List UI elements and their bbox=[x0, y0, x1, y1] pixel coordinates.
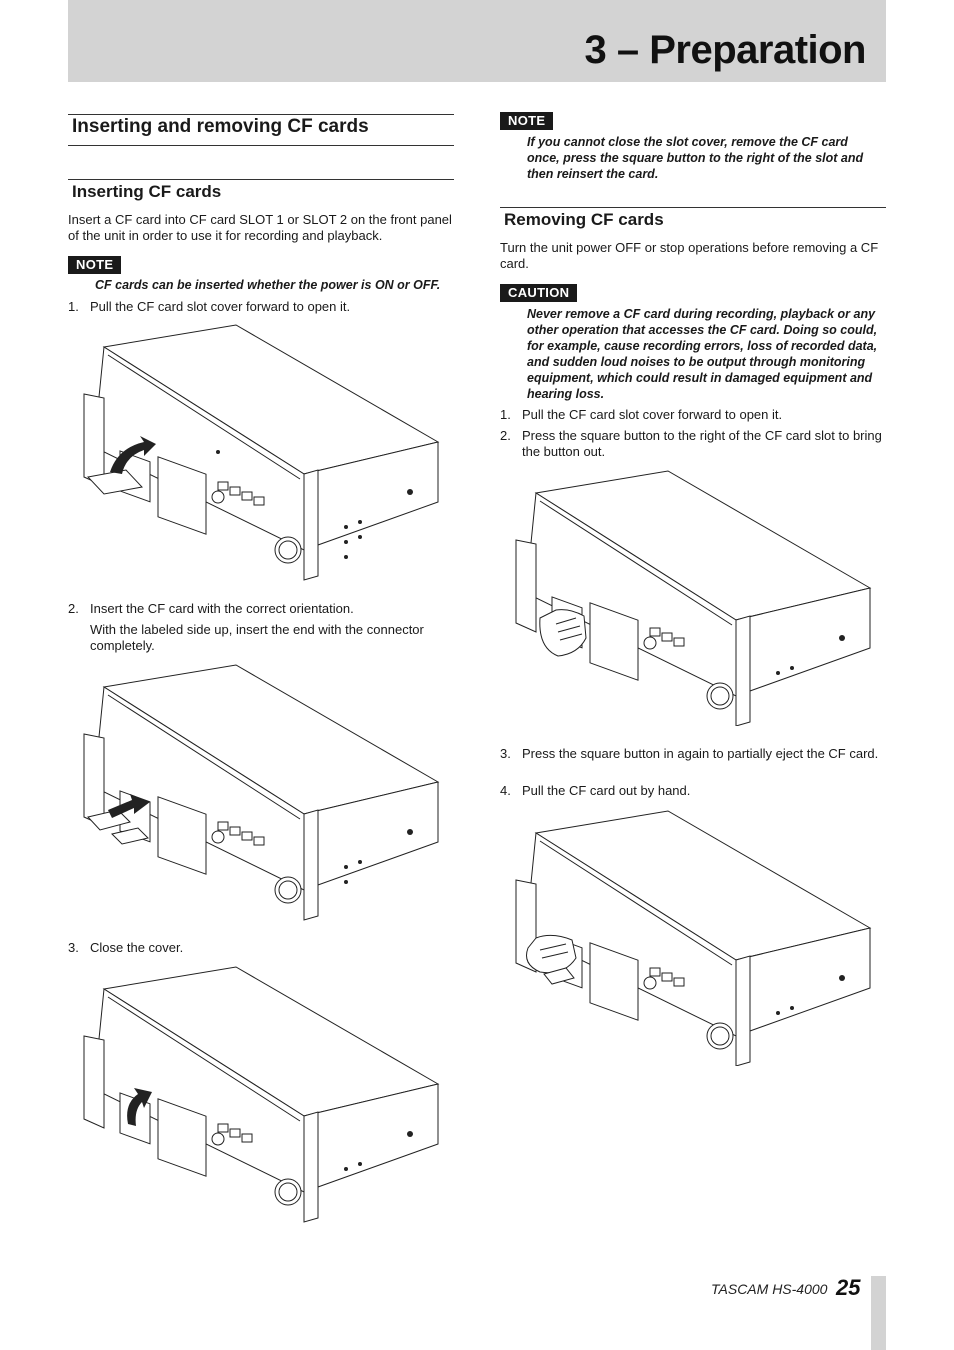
step-number: 3. bbox=[68, 940, 79, 955]
step-text: Pull the CF card slot cover forward to open it. bbox=[90, 299, 351, 314]
intro-paragraph: Insert a CF card into CF card SLOT 1 or SLOT 2 on the front panel of the unit in order to use it for recording and playback. bbox=[68, 212, 452, 243]
illustration-close-cover bbox=[68, 964, 448, 1229]
step-number: 1. bbox=[500, 407, 511, 422]
removing-intro: Turn the unit power OFF or stop operations before removing a CF card. bbox=[500, 240, 879, 271]
step-number: 3. bbox=[500, 746, 511, 761]
recorder-unit-drawing bbox=[516, 471, 870, 726]
note-text: If you cannot close the slot cover, remove the CF card once, press the square button to the right of the slot and then reinsert the card. bbox=[527, 135, 864, 181]
step-text: Pull the CF card slot cover forward to open it. bbox=[522, 407, 783, 422]
footer-tab bbox=[871, 1276, 886, 1350]
page-number: 25 bbox=[836, 1275, 861, 1300]
illustration-press-button bbox=[500, 468, 880, 731]
note-text: CF cards can be inserted whether the power is ON or OFF. bbox=[95, 278, 441, 292]
recorder-unit-drawing bbox=[84, 967, 438, 1222]
step-text: Insert the CF card with the correct orientation. bbox=[90, 601, 354, 616]
illustration-insert-card bbox=[68, 662, 448, 927]
illustration-pull-card bbox=[500, 808, 880, 1071]
step-2-detail: With the labeled side up, insert the end with the connector completely. bbox=[90, 622, 424, 653]
caution-label: CAUTION bbox=[500, 284, 577, 302]
subsection-title: Inserting CF cards bbox=[72, 182, 222, 201]
subsection-title: Removing CF cards bbox=[504, 210, 664, 229]
step-number: 2. bbox=[500, 428, 511, 443]
step-number: 2. bbox=[68, 601, 79, 616]
section-title: Inserting and removing CF cards bbox=[72, 116, 369, 137]
header-band bbox=[68, 0, 886, 82]
step-text: Pull the CF card out by hand. bbox=[522, 783, 691, 798]
step-number: 4. bbox=[500, 783, 511, 798]
subsection-heading-inserting bbox=[68, 179, 454, 202]
hand-drawing bbox=[527, 935, 577, 984]
section-heading bbox=[68, 114, 454, 146]
illustration-open-cover bbox=[68, 322, 448, 589]
chapter-title: 3 – Preparation bbox=[584, 28, 866, 72]
step-text: Press the square button in again to partially eject the CF card. bbox=[522, 746, 879, 761]
footer-product-name: TASCAM HS-4000 bbox=[711, 1281, 828, 1297]
subsection-heading-removing bbox=[500, 207, 886, 230]
step-text: Press the square button to the right of the CF card slot to bring the button out. bbox=[522, 428, 882, 459]
hand-drawing bbox=[540, 610, 586, 656]
step-number: 1. bbox=[68, 299, 79, 314]
step-text: Close the cover. bbox=[90, 940, 184, 955]
caution-text: Never remove a CF card during recording, playback or any other operation that accesses the CF card. Doing so could, for example, cause recording errors, loss of recorded data, and sudden loud noises to be output through monitoring equipment, which could result in damaged equipment and hearing loss. bbox=[527, 307, 878, 401]
note-label: NOTE bbox=[500, 112, 553, 130]
recorder-unit-drawing bbox=[84, 665, 438, 920]
note-label: NOTE bbox=[68, 256, 121, 274]
